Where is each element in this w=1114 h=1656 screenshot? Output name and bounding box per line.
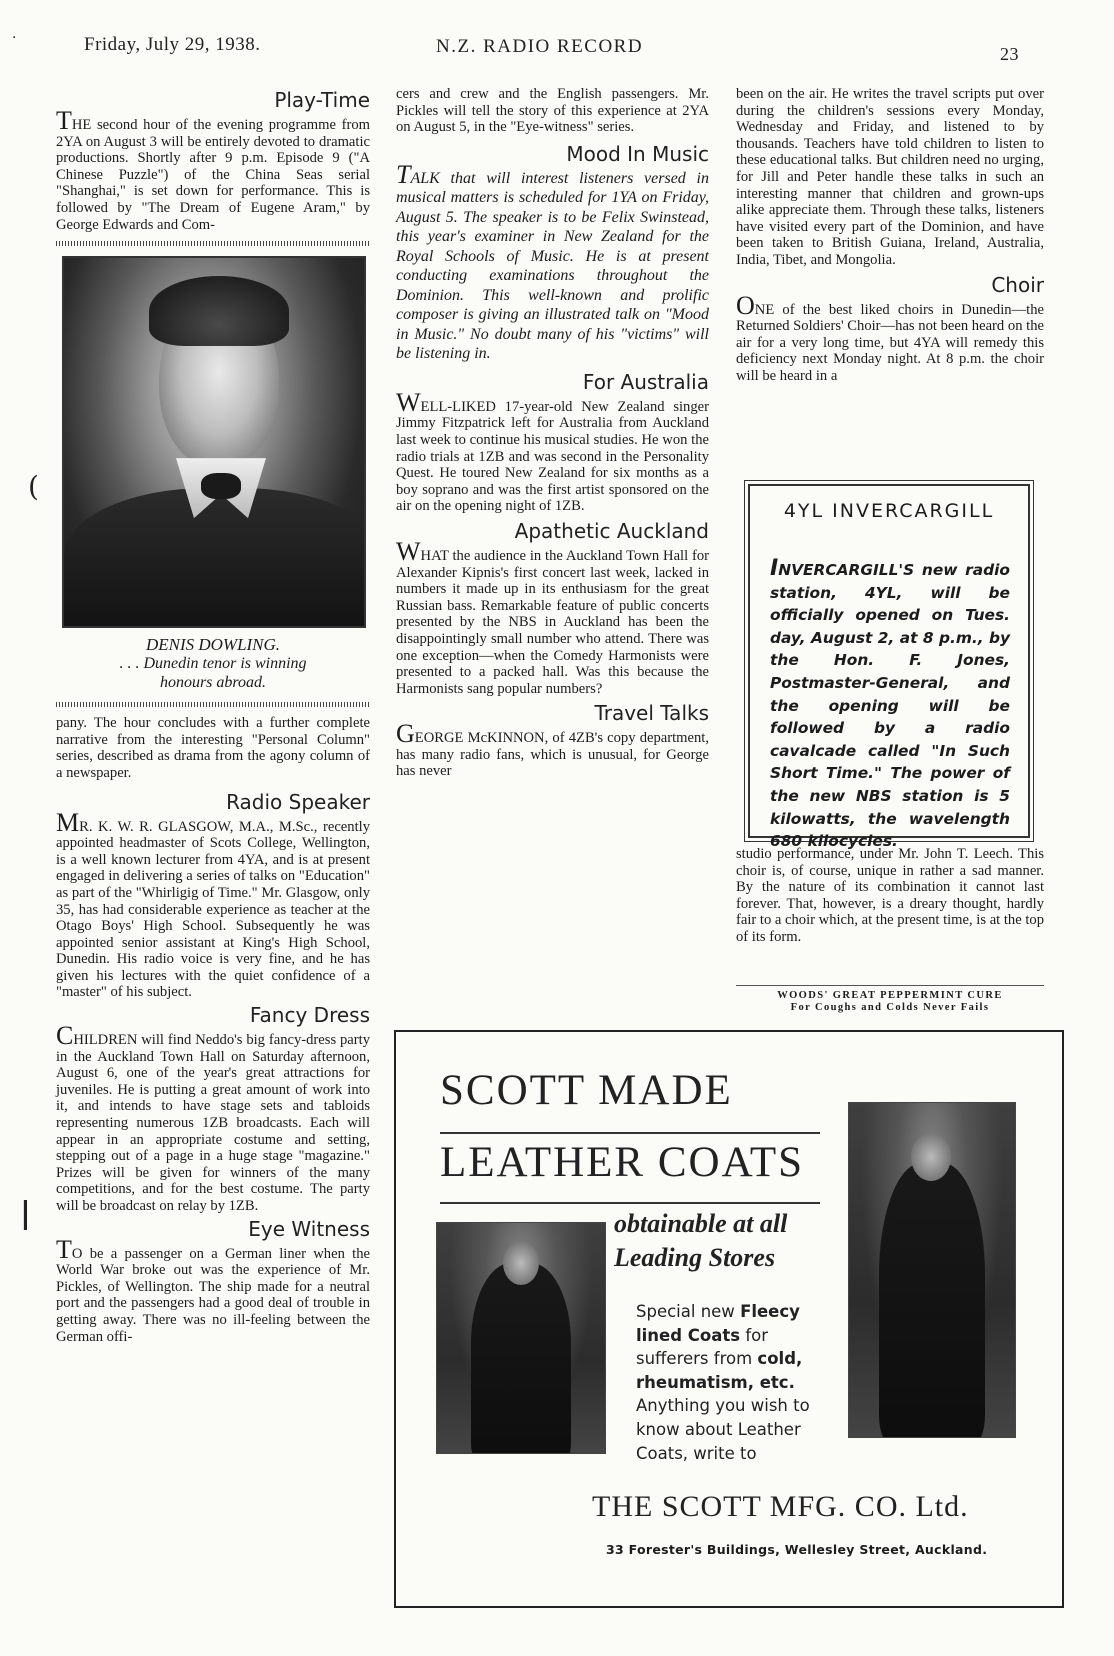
column-2: [396, 86, 709, 780]
article-text: HILDREN will find Neddo's big fancy-dress party in the Auckland Town Hall on Saturday afternoon, August 6, one of the year's great attractions for juveniles. He is putting a great amount of work into it, and intends to have stage sets and tabloids representing numerous 1ZB broadcasts. Each will appear in an appropriate costume and setting, stepping out of a page in a huge stage "magazine." Prizes will be given for winners of the many competitions, and for the best costume. The party will be broadcast on relay by 1ZB.: [56, 1032, 370, 1214]
heading-choir: Choir: [991, 272, 1044, 297]
drop-cap: W: [396, 536, 421, 566]
column-1: [56, 86, 370, 1345]
announcement-title: 4YL INVERCARGILL: [783, 500, 995, 522]
drop-cap: T: [396, 159, 411, 189]
dotted-rule: [56, 241, 370, 246]
article-travel-talks-continued: been on the air. He writes the travel scripts put over during the children's sessions every Monday, Wednesday and Friday, and listened to by thousands. Teachers have told children to listen to these educational talks. But children need no urging, for Jill and Peter handle these talks in such an interesting manner that children and grown-ups alike appreciate them. Through these talks, listeners have visited every part of the Dominion, and have been taken to British Guiana, Ireland, Australia, India, Tibet, and Mongolia.: [736, 86, 1044, 268]
column-3-bottom: [736, 846, 1044, 946]
article-choir: [736, 290, 1044, 385]
announcement-text: NVERCARGILL'S new radio station, 4YL, will be officially opened on Tues. day, August 2, at 8 p.m., by the Hon. F. Jones, Postmaster-General, and the opening will be followed by a radio cavalcade called "In Such Short Time." The power of the new NBS station is 5 kilowatts, the wavelength 680 kilocycles.: [770, 561, 1010, 851]
page-number: 23: [1000, 44, 1019, 64]
article-play-time-continued: pany. The hour concludes with a further complete narrative from the interesting "Personal Column" series, described as drama from the agony column of a newspaper.: [56, 715, 370, 781]
photo-caption-text: . . . Dunedin tenor is winning honours abroad.: [119, 655, 307, 692]
leather-coats-advertisement: [394, 1030, 1064, 1608]
scan-mark: ·: [12, 30, 17, 46]
announcement-box: [748, 484, 1030, 851]
ad-company-name: THE SCOTT MFG. CO. Ltd.: [592, 1490, 969, 1523]
footnote-line-1: WOODS' GREAT PEPPERMINT CURE: [777, 990, 1003, 1001]
ad-rule: [440, 1202, 820, 1204]
article-apathetic-auckland: [396, 536, 709, 697]
article-text: O be a passenger on a German liner when the World War broke out was the experience of Mr. Pickles, of Wellington. The ship made for a neutral port and the passengers had a good deal of trouble in getting away. There was no ill-feeling between the German offi-: [56, 1245, 370, 1345]
announcement-body: [770, 558, 1010, 853]
ad-copy-1: Special new: [636, 1302, 735, 1321]
ad-illustration-woman: [848, 1102, 1016, 1438]
heading-play-time: Play-Time: [274, 88, 370, 112]
photo-coat: [64, 488, 366, 628]
drop-cap: G: [396, 719, 415, 749]
divider: [736, 985, 1044, 986]
drop-cap: M: [56, 807, 80, 837]
drop-cap: W: [396, 387, 421, 417]
heading-apathetic-auckland: Apathetic Auckland: [514, 518, 709, 543]
footnote-advert: [730, 990, 1050, 1014]
article-text: HAT the audience in the Auckland Town Hall for Alexander Kipnis's first concert last week, lacked in numbers it made up in its enthusiasm for the great Russian bass. Remarkable feature of public concerts presented by the NBS in Auckland has been the disappointingly small number who attend. There was one exception—when the Comedy Harmonists were presented to a packed hall. Was this because the Harmonists sang popular numbers?: [396, 547, 709, 697]
publication-title: N.Z. RADIO RECORD: [436, 36, 644, 57]
footnote-line-2: For Coughs and Colds Never Fails: [790, 1002, 990, 1013]
ad-copy-3: for sufferers from: [636, 1325, 769, 1369]
article-radio-speaker: [56, 807, 370, 1002]
article-choir-continued: studio performance, under Mr. John T. Leech. This choir is, of course, unique in rather a sad manner. By the nature of its combination it cannot last forever. That, however, is a dreary thought, hardly fair to a choir which, at the present time, is at the top of its form.: [736, 846, 1044, 945]
dotted-rule: [56, 702, 370, 707]
article-text: HE second hour of the evening programme from 2YA on August 3 will be entirely devoted to dramatic productions. Shortly after 9 p.m. Episode 9 ("A Chinese Puzzle") of the China Seas serial "Shanghai," is set down for performance. This is followed by "The Dream of Eugene Aram," by George Edwards and Com-: [56, 117, 370, 233]
ad-headline-2: LEATHER COATS: [440, 1139, 805, 1186]
article-for-australia: [396, 387, 709, 515]
drop-cap: I: [770, 556, 779, 581]
heading-fancy-dress: Fancy Dress: [249, 1003, 370, 1028]
heading-for-australia: For Australia: [582, 369, 709, 394]
photo-bow-tie: [201, 473, 241, 499]
heading-mood-in-music: Mood In Music: [566, 141, 709, 166]
article-text: NE of the best liked choirs in Dunedin—the Returned Soldiers' Choir—has not been heard on the air for a very long time, but 4YA will remedy this deficiency next Monday night. At 8 p.m. the choir will be heard in a: [736, 301, 1044, 384]
article-play-time: [56, 106, 370, 233]
article-text: R. K. W. R. GLASGOW, M.A., M.Sc., recently appointed headmaster of Scots College, Wellington, is a well known lecturer from 4YA, and is at present engaged in delivering a series of talks on "Education" as part of the "Whirligig of Time." Mr. Glasgow, only 35, has had considerable experience as teacher at the Otago Boys' High School. Subsequently he was appointed senior assistant at King's High School, Dunedin. His radio voice is very fine, and he has given his lectures with the quiet confidence of a "master" of his subject.: [56, 818, 370, 1001]
ad-rule: [440, 1132, 820, 1134]
scan-mark: (: [28, 470, 39, 503]
heading-eye-witness: Eye Witness: [248, 1216, 370, 1241]
ad-figure-coat: [879, 1163, 985, 1438]
ad-figure-face: [911, 1133, 951, 1181]
article-eye-witness-continued: cers and crew and the English passengers. Mr. Pickles will tell the story of this experience at 2YA on August 5, in the "Eye-witness" series.: [396, 86, 709, 136]
ad-copy-4: cold, rheumatism, etc.: [636, 1349, 803, 1392]
drop-cap: T: [56, 1234, 72, 1264]
ad-tagline-1: obtainable at all: [614, 1209, 788, 1238]
ad-address: 33 Forester's Buildings, Wellesley Street, Auckland.: [606, 1542, 988, 1557]
article-text: EORGE McKINNON, of 4ZB's copy department, has many radio fans, which is unusual, for George has never: [396, 730, 709, 780]
ad-copy: [636, 1300, 814, 1465]
drop-cap: T: [56, 106, 72, 135]
heading-travel-talks: Travel Talks: [594, 701, 709, 726]
portrait-photo: [62, 256, 366, 628]
article-eye-witness: [56, 1234, 370, 1346]
drop-cap: C: [56, 1021, 74, 1051]
ad-headline-1: SCOTT MADE: [440, 1067, 733, 1114]
ad-copy-5: Anything you wish to know about Leather Coats, write to: [636, 1396, 810, 1463]
ad-tagline-2: Leading Stores: [614, 1243, 776, 1272]
column-3: [736, 86, 1044, 385]
article-fancy-dress: [56, 1021, 370, 1215]
photo-caption-name: DENIS DOWLING.: [145, 635, 281, 655]
article-travel-talks: [396, 719, 709, 780]
ad-copy-2: Fleecy lined Coats: [636, 1302, 800, 1345]
article-mood-in-music: [396, 159, 709, 364]
ad-figure-coat: [471, 1263, 571, 1454]
heading-radio-speaker: Radio Speaker: [226, 789, 370, 814]
article-text: ELL-LIKED 17-year-old New Zealand singer Jimmy Fitzpatrick left for Australia from Auckland last week to continue his musical studies. He won the radio trials at 1ZB and was second in the Personality Quest. He toured New Zealand for six months as a boy soprano and was the first artist sponsored on the air on the opening night of 1ZB.: [396, 398, 709, 515]
ad-figure-face: [503, 1241, 539, 1285]
article-text: ALK that will interest listeners versed in musical matters is scheduled for 1YA on Friday, August 5. The speaker is to be Felix Swinstead, this year's examiner in New Zealand for the Royal Schools of Music. He is at present conducting examinations throughout the Dominion. This well-known and prolific composer is giving an illustrated talk on "Mood in Music." No doubt many of his "victims" will be listening in.: [396, 169, 709, 363]
photo-container: [56, 256, 370, 629]
drop-cap: O: [736, 290, 755, 320]
scan-mark: |: [20, 1196, 31, 1231]
ad-illustration-man: [436, 1222, 606, 1454]
photo-hair: [149, 276, 289, 346]
issue-date: Friday, July 29, 1938.: [84, 34, 261, 55]
